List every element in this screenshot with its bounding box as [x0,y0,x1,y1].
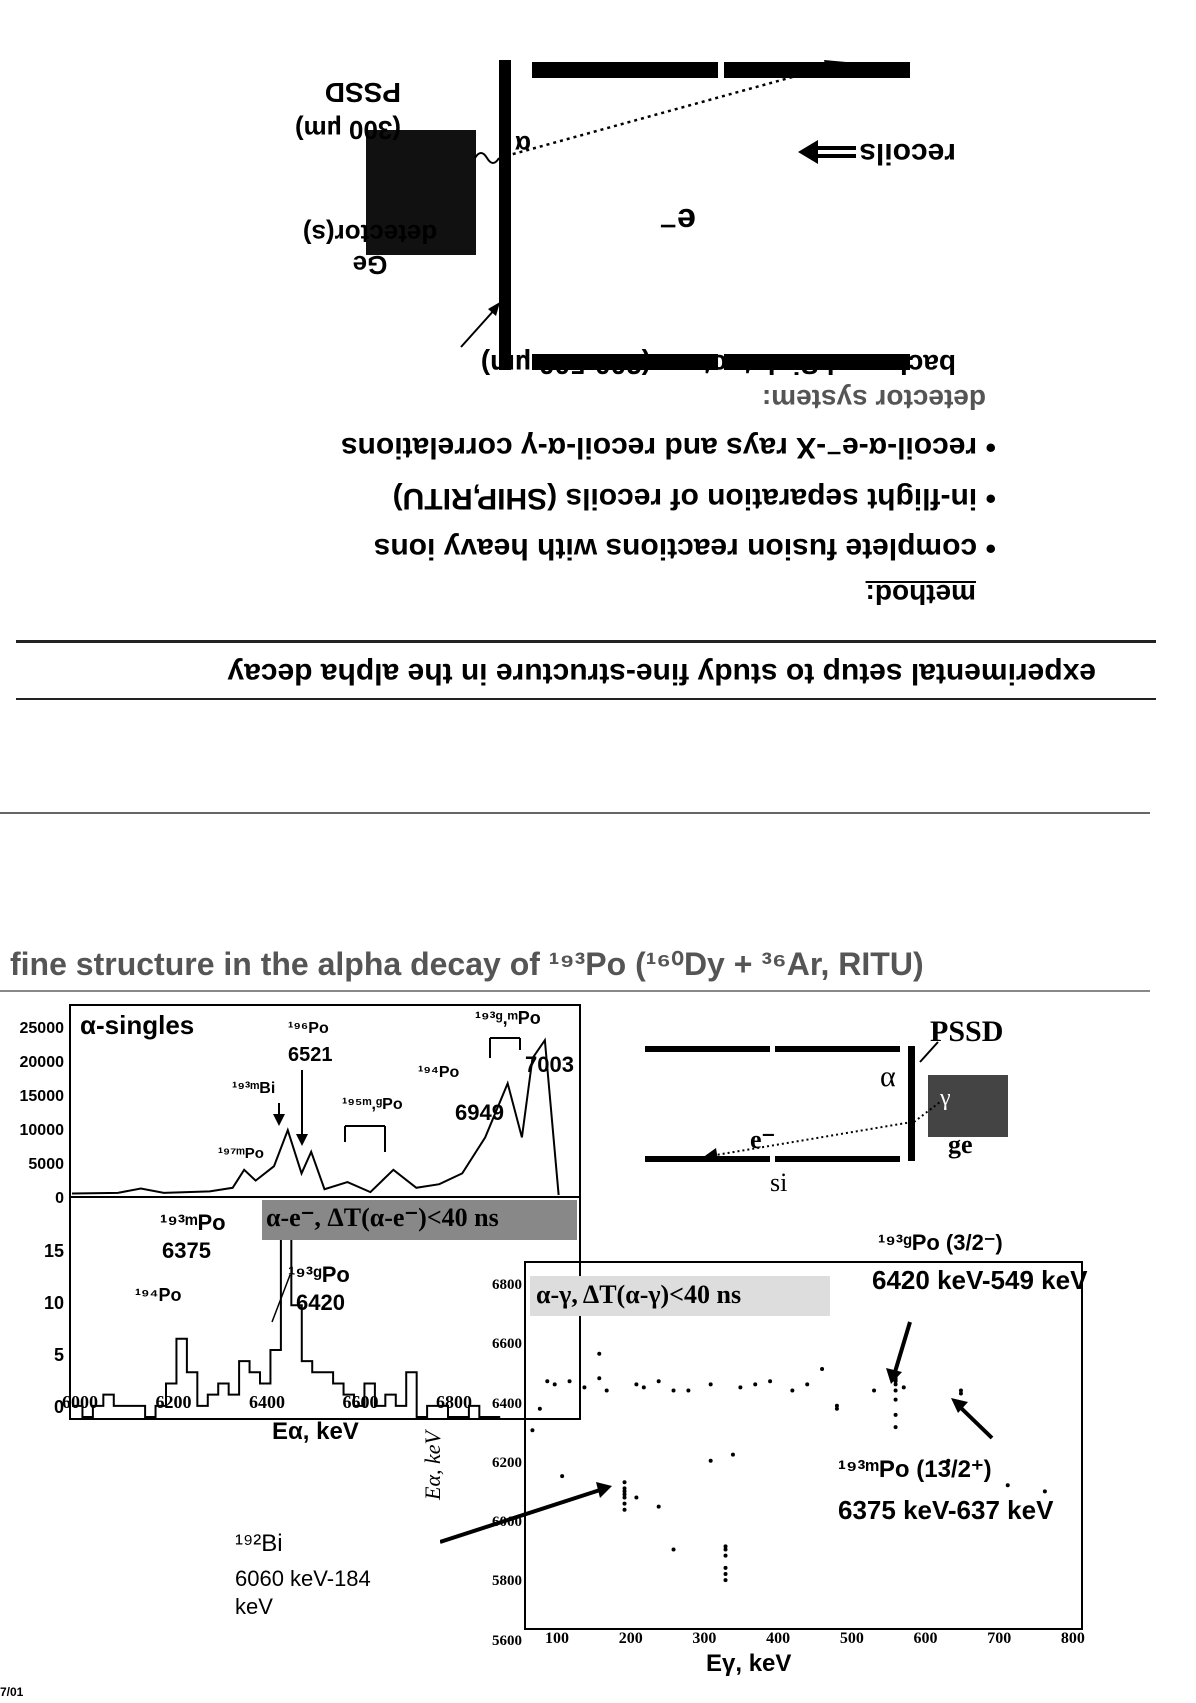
electron-path [506,65,836,156]
alpha-gamma-y-label: Eα, keV [420,1431,445,1500]
alpha-electron-histogram [72,1227,500,1417]
scatter-point [553,1382,557,1386]
y-tick: 25000 [19,1020,64,1037]
y-tick: 5000 [28,1156,64,1173]
pssd-label: PSSD [324,77,401,108]
scatter-point [738,1385,742,1389]
y-tick: 6400 [492,1395,522,1412]
po195-label: ¹⁹⁵ᵐ,ᵍPo [342,1096,403,1113]
x-tick: 6200 [155,1392,192,1412]
y-tick: 20000 [19,1054,64,1071]
scatter-point [894,1413,898,1417]
bi193m-label: ¹⁹³ᵐBi [232,1080,276,1097]
scatter-point [597,1352,601,1356]
m-state-arrow [960,1407,992,1438]
y-tick: 0 [55,1190,64,1207]
detector-system-label: detector system: [761,384,986,415]
si-top-left [645,1046,770,1052]
scatter-point [1043,1489,1047,1493]
ge-coupling [475,153,499,163]
alpha-gamma-title: α-γ, ΔT(α-γ)<40 ns [536,1280,742,1309]
backward-si-label: backward Si detectors (300-500 µm) [480,349,956,380]
y-tick: 10 [43,1293,64,1313]
bottom-title: fine structure in the alpha decay of ¹⁹³Po (¹⁶⁰Dy + ³⁶Ar, RITU) [10,946,924,982]
po196-arrowhead [296,1134,308,1146]
y-tick: 6000 [492,1514,522,1531]
po194-label: ¹⁹⁴Po [418,1064,460,1081]
po193m-energy: 6375 [162,1238,211,1263]
scatter-point [724,1554,728,1558]
g-state-label: ¹⁹³ᵍPo (3/2⁻) [878,1230,1003,1255]
scatter-point [709,1459,713,1463]
recoils-arrowhead [798,140,818,164]
scatter-point [623,1480,627,1484]
alpha-gamma-frame [525,1262,1082,1629]
x-tick: 600 [913,1630,938,1647]
alpha-label: α [515,130,531,160]
y-tick: 5600 [492,1632,522,1649]
bullet-2-text: in-flight separation of recoils (SHIP,RITU) [392,482,978,515]
scatter-point [805,1382,809,1386]
recoils-label: recoils [859,137,956,170]
x-tick: 500 [839,1630,864,1647]
alpha-electron-x-ticks [62,1392,472,1413]
bullet-2: • in-flight separation of recoils (SHIP,RITU) [392,482,996,515]
bullet-3: • recoil-α-e⁻-X rays and recoil-α-γ correlations [340,431,996,464]
small-pssd-label: PSSD [930,1015,1004,1048]
scatter-point [530,1428,534,1432]
y-tick: 15 [43,1241,64,1261]
scatter-point [753,1382,757,1386]
small-electron-label: e⁻ [750,1125,776,1154]
x-tick: 800 [1060,1630,1085,1647]
po197m-label: ¹⁹⁷ᵐPo [218,1145,264,1162]
scatter-point [768,1379,772,1383]
scatter-point [672,1547,676,1551]
scatter-point [597,1376,601,1380]
scatter-point [686,1388,690,1392]
bullet-1: • complete fusion reactions with heavy ions [373,532,996,565]
y-tick: 6600 [492,1336,522,1353]
scatter-point [894,1425,898,1429]
po193-energy: 7003 [525,1052,574,1077]
scatter-point [582,1385,586,1389]
top-title: experimental setup to study fine-structure in the alpha decay [227,657,1096,690]
alpha-singles-y-ticks [0,1012,64,1216]
pssd-small [908,1046,915,1161]
alpha-gamma-x-ticks [545,1630,1085,1648]
alpha-electron-y-ticks [0,1225,64,1433]
scatter-point [835,1404,839,1408]
scatter-point [820,1367,824,1371]
alpha-electron-title: α-e⁻, ΔT(α-e⁻)<40 ns [266,1203,499,1232]
x-tick: 100 [545,1630,569,1647]
top-section [0,0,1196,850]
scatter-point [724,1578,728,1582]
x-tick: 200 [618,1630,643,1647]
scatter-point [560,1474,564,1478]
pssd-pointer [461,308,496,347]
bi192-label: ¹⁹²Bi [235,1530,283,1557]
footer-date: 7/01 [0,1685,24,1699]
bi192-energy: 6060 keV-184 keV [235,1566,371,1619]
bi-arrowhead [596,1482,612,1498]
po196-energy: 6521 [288,1044,333,1066]
scatter-point [724,1566,728,1570]
po194-ae-label: ¹⁹⁴Po [135,1285,182,1305]
y-tick: 5 [53,1345,64,1365]
title-rule-top [16,698,1156,700]
m-state-energy: 6375 keV-637 keV [838,1495,1054,1525]
electron-arrowhead-small [702,1148,718,1160]
alpha-singles-title: α-singles [80,1010,195,1040]
scatter-point [634,1495,638,1499]
scatter-point [657,1379,661,1383]
detector-setup-diagram [0,0,1196,380]
si-top-right [775,1046,900,1052]
pssd-detector [499,60,511,370]
y-tick: 15000 [19,1088,64,1105]
scatter-point [623,1495,627,1499]
scatter-point [568,1379,572,1383]
method-label: method: [865,579,976,610]
alpha-gamma-x-label: Eγ, keV [706,1650,792,1677]
scatter-point [642,1385,646,1389]
scatter-point [902,1385,906,1389]
x-tick: 6400 [249,1392,285,1412]
small-ge-label: ge [948,1130,973,1159]
g-state-energy: 6420 keV-549 keV [872,1265,1088,1295]
bullet-1-text: complete fusion reactions with heavy ions [373,532,978,565]
x-tick: 400 [766,1630,791,1647]
po193m-label: ¹⁹³ᵐPo [160,1210,226,1235]
alpha-gamma-y-ticks [460,1256,522,1671]
scatter-point [545,1379,549,1383]
si-bottom-right [775,1156,900,1162]
scatter-point [623,1508,627,1512]
bottom-title-rule-bottom [0,990,1150,992]
scatter-point [790,1388,794,1392]
scatter-point [605,1388,609,1392]
small-alpha-label: α [880,1060,896,1093]
po193-label: ¹⁹³ᵍ,ᵐPo [475,1008,541,1028]
scatter-point [894,1382,898,1386]
scatter-point [894,1398,898,1402]
po194-energy: 6949 [455,1100,504,1125]
small-detector-diagram [640,1030,1040,1200]
x-tick: 6000 [62,1392,98,1412]
x-tick: 6800 [436,1392,472,1412]
title-rule-bottom [16,640,1156,643]
g-state-arrow [895,1322,910,1372]
y-tick: 6800 [492,1277,522,1293]
pssd-thickness-label: (300 µm) [294,115,401,145]
scatter-point [959,1392,963,1396]
small-gamma-label: γ [940,1085,951,1111]
scatter-point [538,1407,542,1411]
y-tick: 6200 [492,1454,522,1471]
small-si-label: si [770,1168,788,1197]
x-tick: 700 [987,1630,1012,1647]
scatter-point [634,1382,638,1386]
alpha-gamma-plot [440,1250,1100,1680]
scatter-point [724,1572,728,1576]
m-state-label: ¹⁹³ᵐPo (13/2⁺) [838,1456,992,1483]
scatter-point [894,1388,898,1392]
bullet-3-text: recoil-α-e⁻-X rays and recoil-α-γ correlations [340,431,978,464]
si-detector-bottom-right [532,62,718,78]
x-tick: 300 [692,1630,717,1647]
y-tick: 10000 [19,1122,64,1139]
electron-label: e⁻ [659,201,696,239]
bi193-arrowhead [273,1114,285,1126]
scatter-point [672,1388,676,1392]
po196-label: ¹⁹⁶Po [288,1020,329,1037]
scatter-point [731,1453,735,1457]
scatter-point [1006,1483,1010,1487]
scatter-point [724,1547,728,1551]
electron-path-small [710,1122,912,1156]
po193g-label: ¹⁹³ᵍPo [288,1262,350,1287]
scatter-point [657,1505,661,1509]
bottom-title-rule-top [0,812,1150,814]
scatter-point [872,1388,876,1392]
y-tick: 5800 [492,1573,522,1590]
ge-label: Ge detector(s) [302,219,438,280]
scatter-point [623,1502,627,1506]
po193g-energy: 6420 [296,1290,345,1315]
x-tick: 6600 [342,1392,379,1412]
y-tick: 0 [53,1397,64,1417]
scatter-point [709,1382,713,1386]
alpha-electron-x-label: Eα, keV [272,1418,359,1445]
